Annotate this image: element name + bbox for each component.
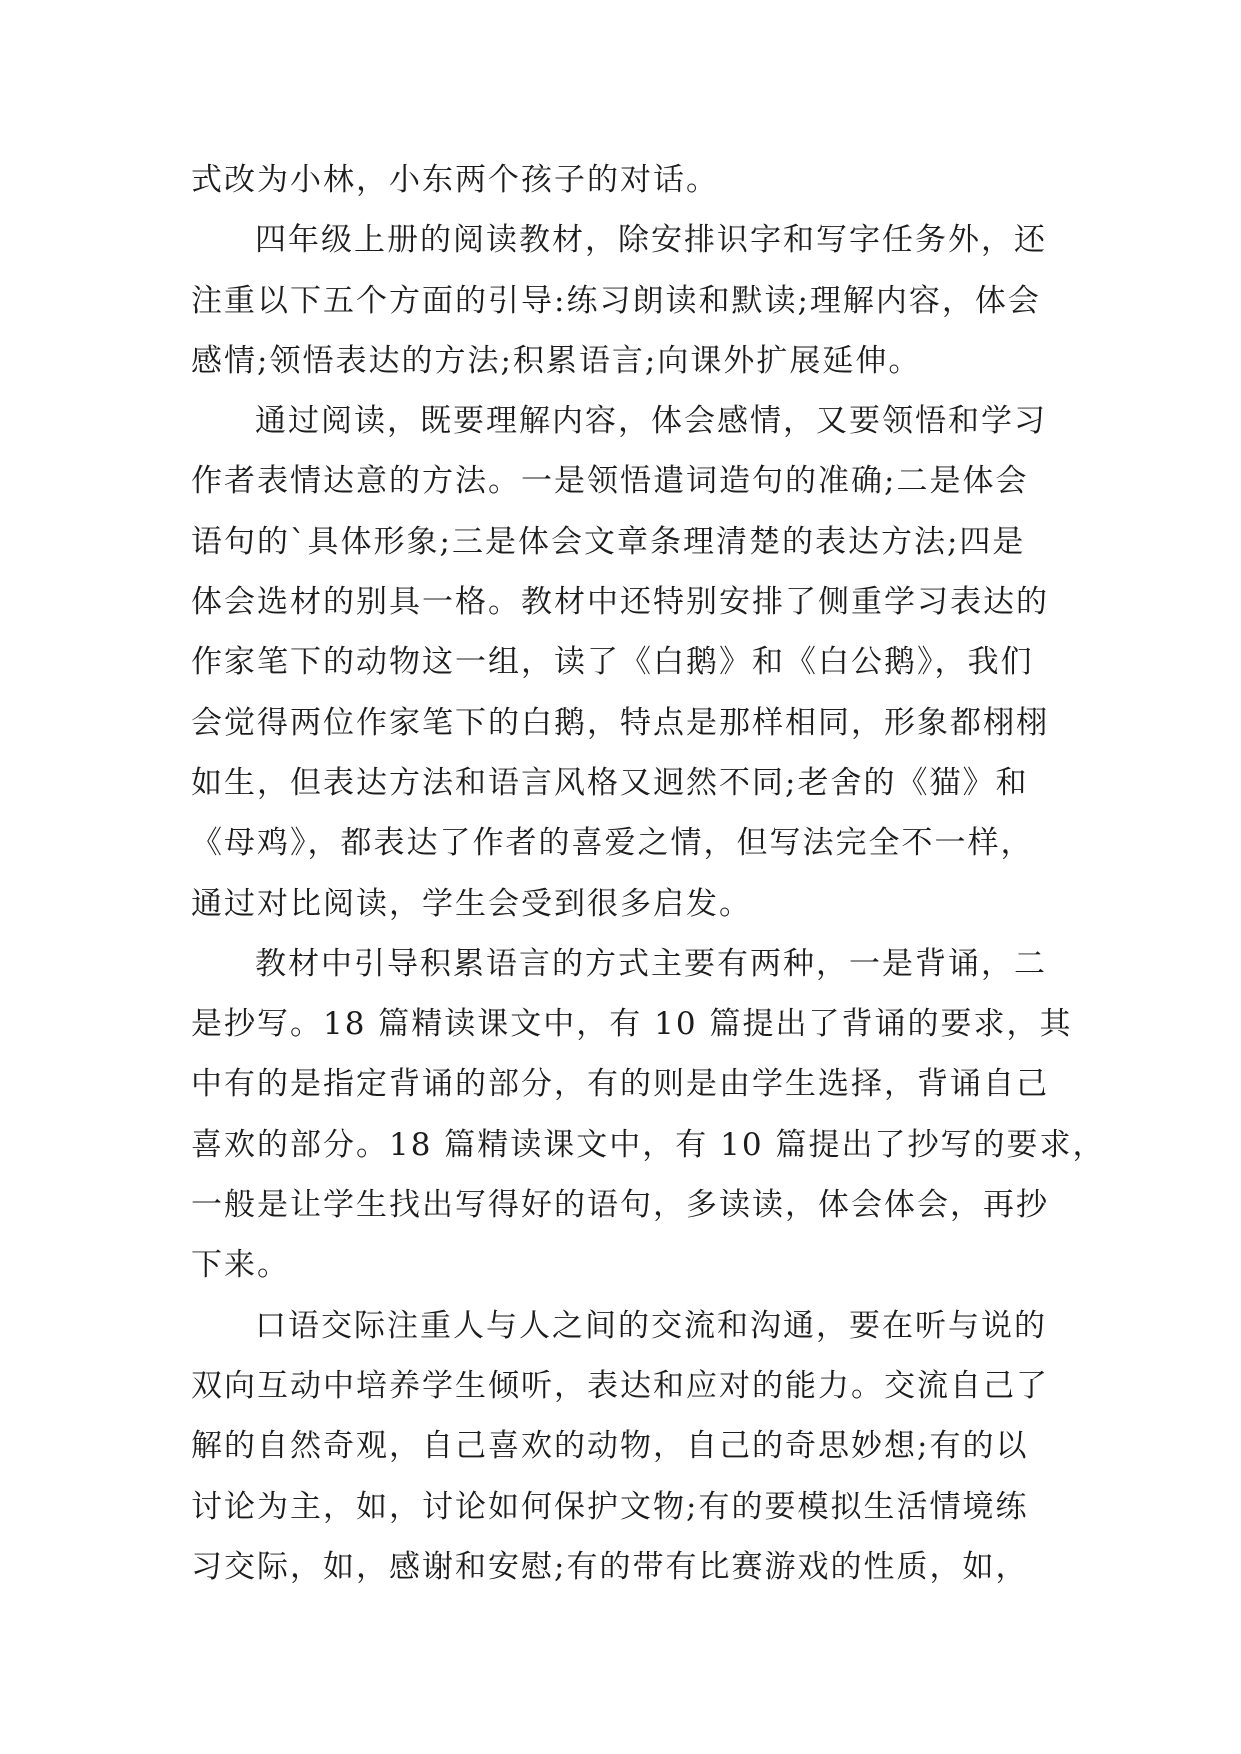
text-line: 习交际，如，感谢和安慰;有的带有比赛游戏的性质，如， bbox=[191, 1548, 1029, 1585]
text-line: 作家笔下的动物这一组，读了《白鹅》和《白公鹅》，我们 bbox=[191, 644, 1034, 681]
text-line: 讨论为主，如，讨论如何保护文物;有的要模拟生活情境练 bbox=[191, 1488, 1029, 1525]
text-line: 感情;领悟表达的方法;积累语言;向课外扩展延伸。 bbox=[191, 342, 922, 379]
text-line: 会觉得两位作家笔下的白鹅，特点是那样相同，形象都栩栩 bbox=[191, 704, 1049, 741]
paragraph-start-line: 四年级上册的阅读教材，除安排识字和写字任务外，还 bbox=[255, 222, 1047, 259]
paragraph-start-line: 教材中引导积累语言的方式主要有两种，一是背诵，二 bbox=[255, 945, 1047, 982]
text-line: 喜欢的部分。18 篇精读课文中，有 10 篇提出了抄写的要求， bbox=[191, 1126, 1106, 1163]
text-line: 下来。 bbox=[191, 1247, 290, 1284]
paragraph-start-line: 口语交际注重人与人之间的交流和沟通，要在听与说的 bbox=[255, 1307, 1047, 1344]
text-line: 体会选材的别具一格。教材中还特别安排了侧重学习表达的 bbox=[191, 584, 1049, 621]
body-text bbox=[191, 150, 1106, 1597]
text-line: 语句的`具体形象;三是体会文章条理清楚的表达方法;四是 bbox=[191, 523, 1026, 560]
text-line: 《母鸡》，都表达了作者的喜爱之情，但写法完全不一样， bbox=[191, 825, 1034, 862]
text-line: 如生，但表达方法和语言风格又迥然不同;老舍的《猫》和 bbox=[191, 764, 1029, 801]
text-line: 通过对比阅读，学生会受到很多启发。 bbox=[191, 885, 752, 922]
text-line: 解的自然奇观，自己喜欢的动物，自己的奇思妙想;有的以 bbox=[191, 1428, 1029, 1465]
text-line: 是抄写。18 篇精读课文中，有 10 篇提出了背诵的要求，其 bbox=[191, 1006, 1073, 1043]
text-line: 一般是让学生找出写得好的语句，多读读，体会体会，再抄 bbox=[191, 1187, 1049, 1224]
text-line: 式改为小林，小东两个孩子的对话。 bbox=[191, 162, 719, 198]
text-line: 双向互动中培养学生倾听，表达和应对的能力。交流自己了 bbox=[191, 1367, 1049, 1404]
text-line: 中有的是指定背诵的部分，有的则是由学生选择，背诵自己 bbox=[191, 1066, 1049, 1103]
text-line: 注重以下五个方面的引导:练习朗读和默读;理解内容，体会 bbox=[191, 282, 1041, 319]
paragraph-start-line: 通过阅读，既要理解内容，体会感情，又要领悟和学习 bbox=[255, 403, 1047, 440]
text-line: 作者表情达意的方法。一是领悟遣词造句的准确;二是体会 bbox=[191, 463, 1029, 500]
